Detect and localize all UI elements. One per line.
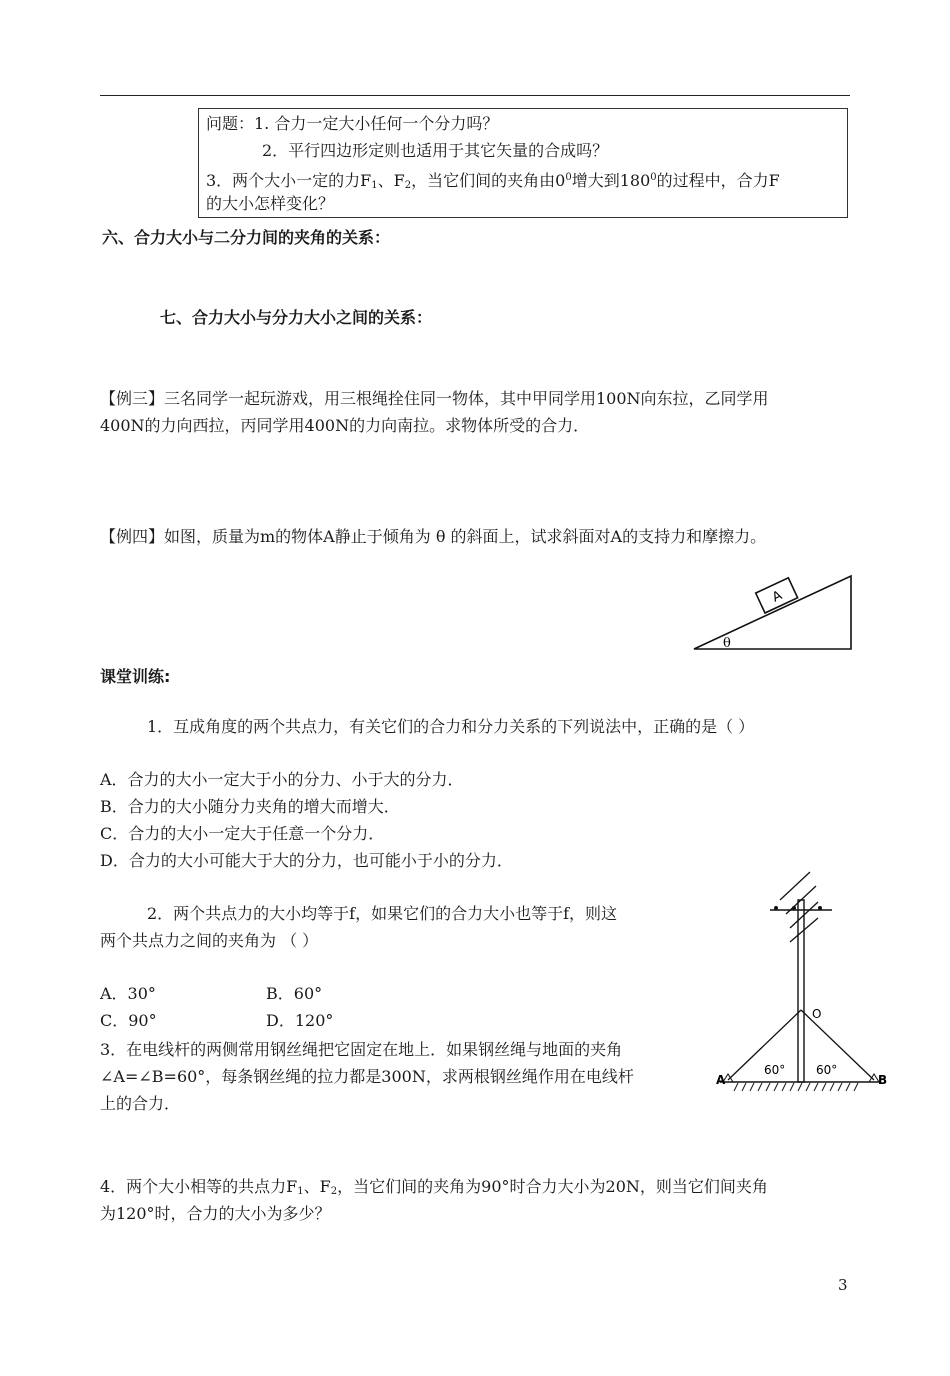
question-2: 2．平行四边形定则也适用于其它矢量的合成吗？ — [262, 141, 609, 160]
problem2-option-d: D．120° — [266, 1011, 334, 1030]
label-b: B — [878, 1073, 888, 1087]
problem2-option-b: B．60° — [266, 984, 323, 1003]
pole — [798, 900, 804, 1082]
problem2-option-a: A．30° — [100, 984, 156, 1003]
pole-figure — [710, 870, 890, 1100]
problem1-stem: 1．互成角度的两个共点力，有关它们的合力和分力关系的下列说法中，正确的是（ ） — [147, 717, 755, 736]
insulator-mid — [792, 906, 796, 910]
problem3-line3: 上的合力． — [100, 1094, 181, 1113]
problem4-line1: 4．两个大小相等的共点力$F_1$、$F_2$，当它们间的夹角为90°时合力大小为20N，则当它们间夹角 — [100, 1177, 768, 1197]
question-3-line1: 3．两个大小一定的力$F_1$、$F_2$，当它们间的夹角由$0^0$增大到$180^0$的过程中，合力F — [206, 171, 780, 191]
incline-figure — [690, 570, 855, 655]
block-a — [756, 578, 798, 613]
heading-six: 六、合力大小与二分力间的夹角的关系： — [102, 228, 391, 247]
problem1-option-d: D．合力的大小可能大于大的分力，也可能小于小的分力． — [100, 851, 513, 870]
insulator-right — [818, 906, 822, 910]
problem1-option-a: A．合力的大小一定大于小的分力、小于大的分力． — [100, 770, 464, 789]
ground-hatching — [734, 1083, 858, 1091]
heading-seven: 七、合力大小与分力大小之间的关系： — [160, 308, 433, 327]
page-number: 3 — [838, 1276, 848, 1294]
problem2-option-c: C．90° — [100, 1011, 157, 1030]
angle-right-label: 60° — [816, 1063, 838, 1077]
problem1-option-c: C．合力的大小一定大于任意一个分力． — [100, 824, 385, 843]
problem3-line1: 3．在电线杆的两侧常用钢丝绳把它固定在地上．如果钢丝绳与地面的夹角 — [100, 1040, 623, 1059]
angle-theta-label: θ — [723, 636, 731, 651]
insulator-left — [774, 906, 778, 910]
angle-left-label: 60° — [764, 1063, 786, 1077]
problem2-stem-line2: 两个共点力之间的夹角为 （ ） — [100, 931, 319, 950]
pole-wires — [780, 872, 818, 942]
training-title: 课堂训练: — [100, 667, 171, 686]
label-o: O — [812, 1007, 822, 1021]
problem4-line2: 为120°时，合力的大小为多少？ — [100, 1204, 331, 1223]
question-1: 问题：1. 合力一定大小任何一个分力吗？ — [206, 114, 499, 133]
problem3-line2: ∠A=∠B=60°，每条钢丝绳的拉力都是300N，求两根钢丝绳作用在电线杆 — [100, 1067, 634, 1086]
block-label: A — [770, 588, 785, 606]
question-box — [198, 108, 848, 218]
problem1-option-b: B．合力的大小随分力夹角的增大而增大． — [100, 797, 400, 816]
question-3-line2: 的大小怎样变化？ — [206, 194, 335, 213]
example3-line1: 【例三】三名同学一起玩游戏，用三根绳拴住同一物体，其中甲同学用100N向东拉，乙同学用 — [100, 389, 769, 408]
example4-line1: 【例四】如图，质量为m的物体A静止于倾角为 θ 的斜面上，试求斜面对A的支持力和摩擦力。 — [100, 527, 767, 546]
example3-line2: 400N的力向西拉，丙同学用400N的力向南拉。求物体所受的合力． — [100, 416, 590, 435]
header-rule — [100, 95, 850, 96]
problem2-stem-line1: 2．两个共点力的大小均等于f，如果它们的合力大小也等于f，则这 — [147, 904, 618, 923]
label-a: A — [716, 1073, 726, 1087]
